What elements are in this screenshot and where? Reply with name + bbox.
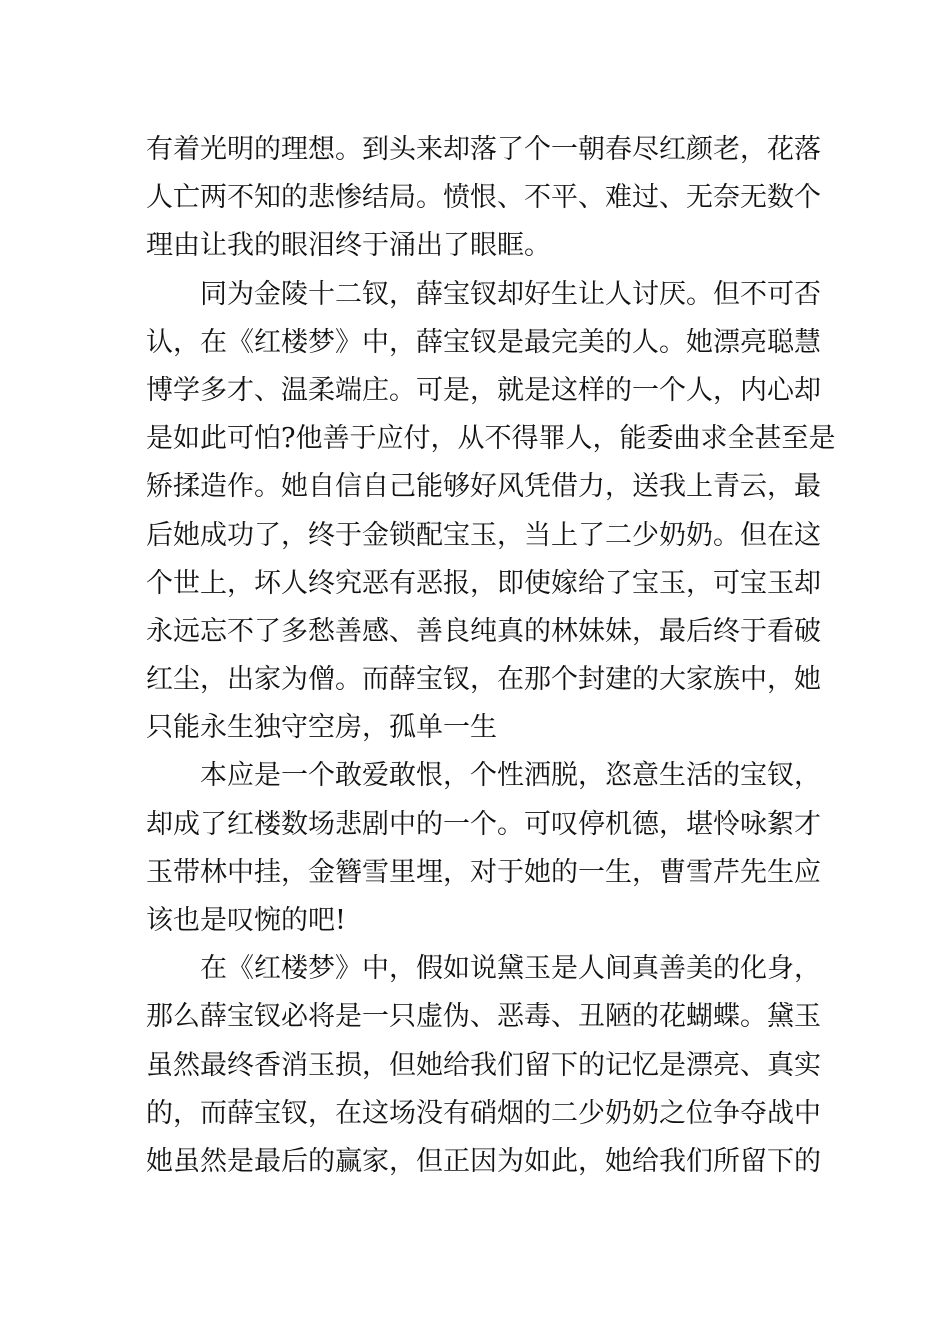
text-line: 有着光明的理想。到头来却落了个一朝春尽红颜老，花落 — [146, 134, 821, 165]
text-line: 虽然最终香消玉损，但她给我们留下的记忆是漂亮、真实 — [146, 1049, 821, 1081]
text-line: 玉带林中挂，金簪雪里埋，对于她的一生，曹雪芹先生应 — [146, 856, 821, 888]
text-line: 矫揉造作。她自信自己能够好风凭借力，送我上青云，最 — [146, 471, 821, 503]
paragraph — [146, 271, 836, 753]
text-line: 那么薛宝钗必将是一只虚伪、恶毒、丑陋的花蝴蝶。黛玉 — [146, 1001, 821, 1033]
text-line: 本应是一个敢爱敢恨，个性洒脱，恣意生活的宝钗， — [200, 760, 821, 792]
text-line: 个世上，坏人终究恶有恶报，即使嫁给了宝玉，可宝玉却 — [146, 567, 821, 599]
text-line: 理由让我的眼泪终于涌出了眼眶。 — [146, 230, 551, 262]
paragraph — [146, 752, 821, 945]
text-line: 永远忘不了多愁善感、善良纯真的林妹妹，最后终于看破 — [146, 615, 821, 647]
text-line: 是如此可怕?他善于应付，从不得罪人，能委曲求全甚至是 — [146, 423, 836, 455]
paragraph — [146, 945, 821, 1186]
text-line: 同为金陵十二钗，薛宝钗却好生让人讨厌。但不可否 — [200, 278, 821, 310]
text-line: 后她成功了，终于金锁配宝玉，当上了二少奶奶。但在这 — [146, 519, 821, 551]
text-line: 却成了红楼数场悲剧中的一个。可叹停机德，堪怜咏絮才 — [146, 808, 821, 840]
text-line: 人亡两不知的悲惨结局。愤恨、不平、难过、无奈无数个 — [146, 182, 821, 214]
text-line: 认，在《红楼梦》中，薛宝钗是最完美的人。她漂亮聪慧 — [146, 326, 821, 358]
paragraph — [146, 126, 821, 271]
text-line: 她虽然是最后的赢家，但正因为如此，她给我们所留下的 — [146, 1145, 821, 1177]
text-line: 该也是叹惋的吧! — [146, 905, 346, 936]
text-line: 只能永生独守空房，孤单一生 — [146, 712, 497, 744]
text-line: 博学多才、温柔端庄。可是，就是这样的一个人，内心却 — [146, 374, 821, 406]
text-line: 红尘，出家为僧。而薛宝钗，在那个封建的大家族中，她 — [146, 664, 821, 696]
text-line: 在《红楼梦》中，假如说黛玉是人间真善美的化身， — [200, 953, 821, 985]
text-line: 的，而薛宝钗，在这场没有硝烟的二少奶奶之位争夺战中 — [146, 1097, 821, 1129]
body-text — [146, 126, 836, 1186]
